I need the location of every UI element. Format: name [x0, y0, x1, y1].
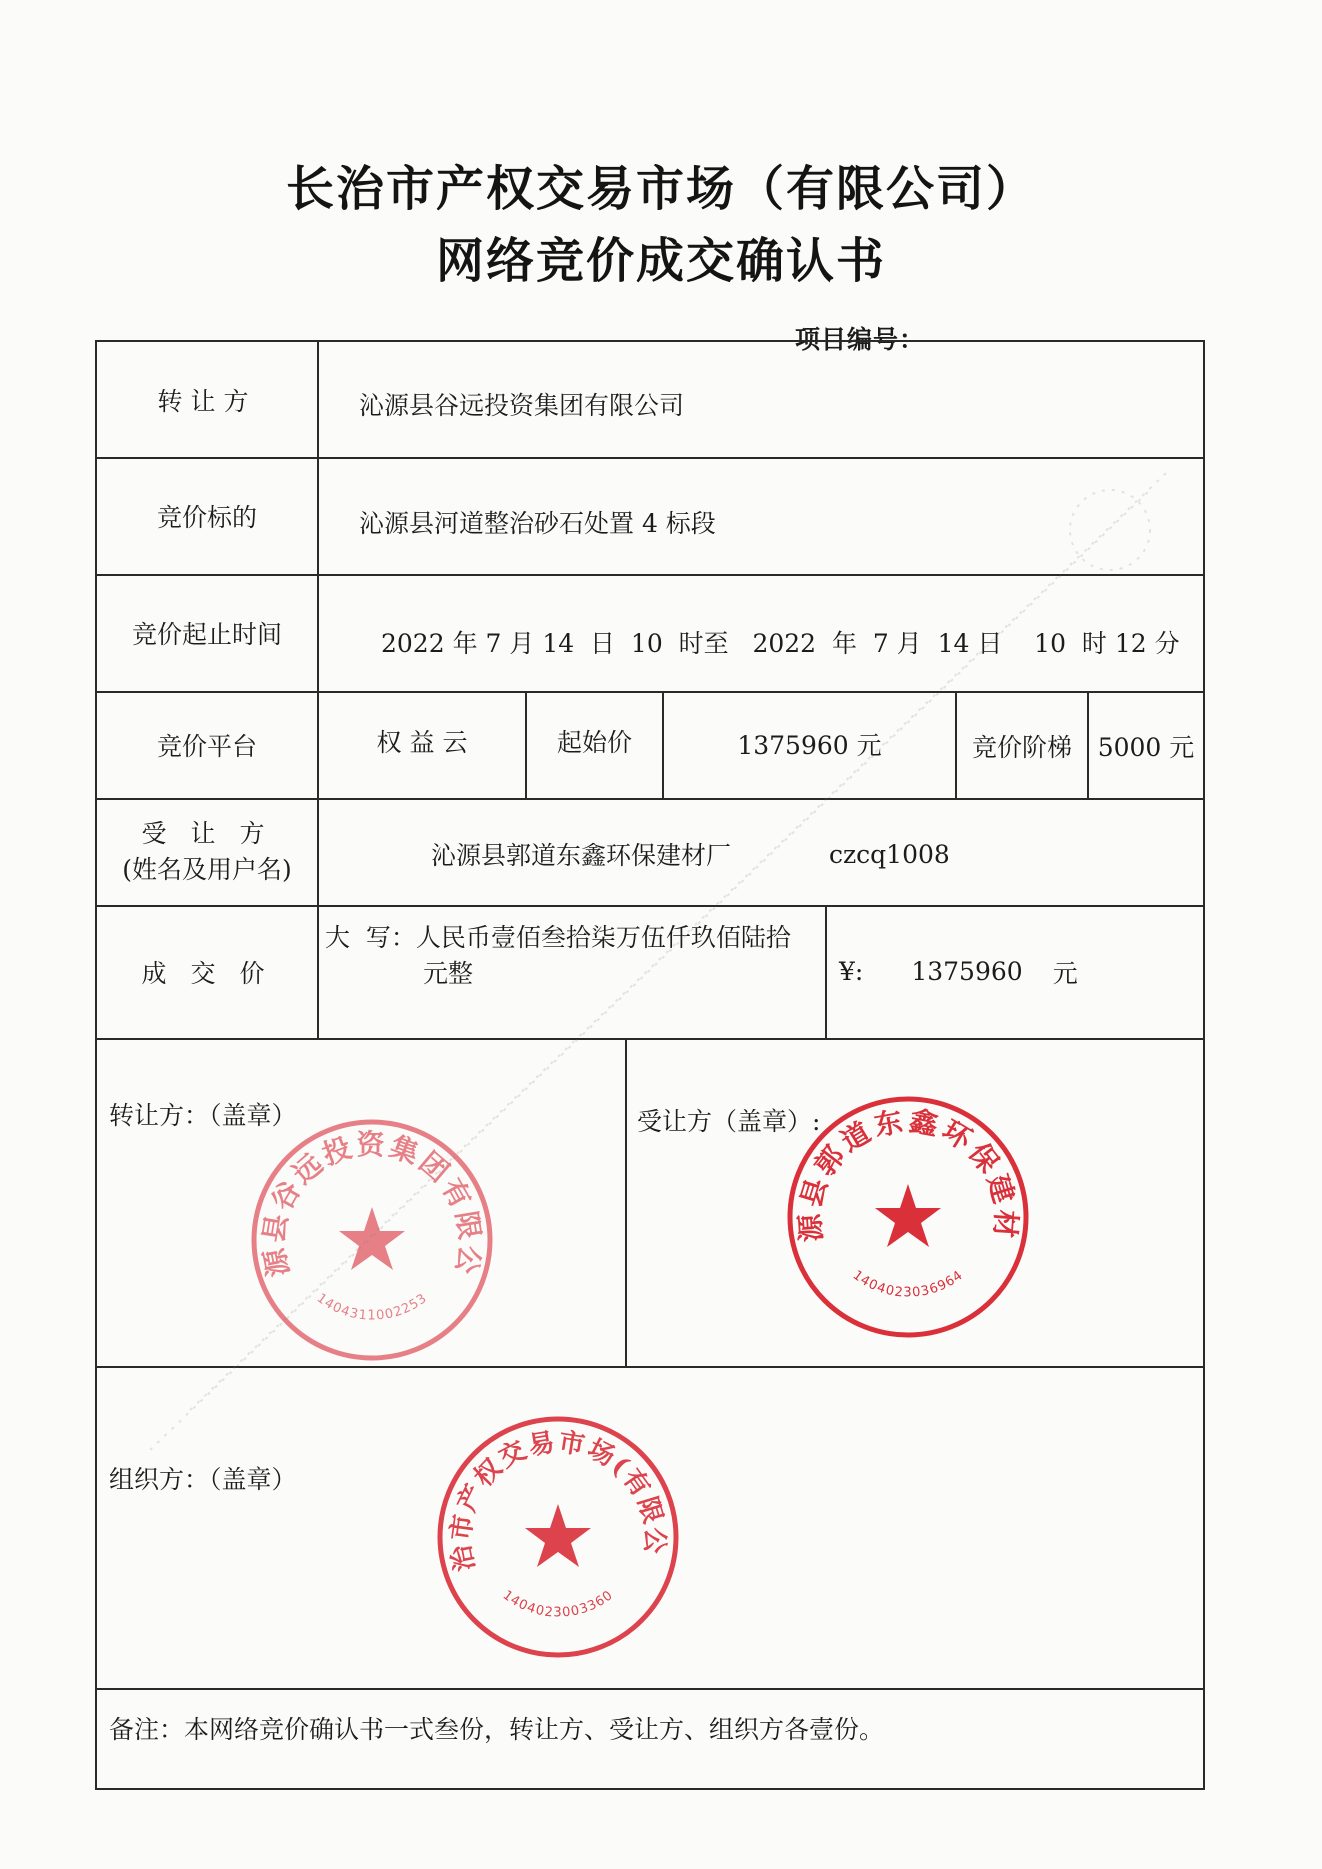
- transferee-name: 沁源县郭道东鑫环保建材厂: [431, 841, 732, 870]
- organizer-seal-label: 组织方：（盖章）: [109, 1465, 297, 1494]
- document-title-line2: 网络竞价成交确认书: [435, 233, 886, 289]
- transferee-label: [97, 798, 317, 905]
- deal-amount: 1375960: [911, 957, 1023, 986]
- document-title-line1: 长治市产权交易市场（有限公司）: [285, 161, 1036, 217]
- platform-value: 权 益 云: [376, 728, 468, 757]
- svg-text:1404023003360: [500, 1588, 617, 1621]
- transferor-seal: [247, 1115, 497, 1365]
- svg-text:1404023036964: [850, 1268, 967, 1301]
- deal-price-upper-line1: 大 写：人民币壹佰叁拾柒万伍仟玖佰陆拾: [325, 923, 791, 952]
- seal2-text: 源县郭道东鑫环保建材: [793, 1104, 1023, 1244]
- transferor-value: 沁源县谷远投资集团有限公司: [359, 391, 685, 420]
- transferor-seal-label: 转让方：（盖章）: [109, 1101, 297, 1130]
- seal2-code: 1404023036964: [849, 1267, 967, 1301]
- transferor-label: 转让方: [157, 386, 257, 416]
- svg-text:1404311002253: [314, 1291, 431, 1324]
- transferee-label-main: 受 让 方: [141, 818, 273, 848]
- seal2-star-icon: [875, 1184, 941, 1247]
- deal-price-numeric: [839, 905, 1199, 1038]
- time-label: 竞价起止时间: [131, 619, 282, 649]
- transferee-seal-label: 受让方（盖章）:: [637, 1107, 821, 1136]
- deal-price-upper: [325, 920, 825, 1030]
- deal-price-upper-line2: 元整: [423, 959, 474, 988]
- organizer-seal: [433, 1412, 683, 1662]
- time-value: 2022 年 7 月 14 日 10 时至 2022 年 7 月 14 日 10 时 12 分: [381, 628, 1180, 658]
- deal-price-label: 成 交 价: [141, 958, 273, 988]
- target-value: 沁源县河道整治砂石处置 4 标段: [359, 509, 716, 538]
- start-price-label: 起始价: [556, 728, 632, 757]
- yen-symbol: ¥:: [839, 957, 864, 986]
- deal-unit: 元: [1052, 958, 1078, 988]
- step-label: 竞价阶梯: [971, 733, 1072, 762]
- start-price-value: 1375960 元: [737, 731, 882, 760]
- step-value: 5000 元: [1097, 733, 1195, 762]
- remark-text: 备注：本网络竞价确认书一式叁份，转让方、受让方、组织方各壹份。: [109, 1715, 885, 1744]
- transferee-label-sub: (姓名及用户名): [122, 854, 292, 884]
- seal1-star-icon: [339, 1207, 405, 1270]
- project-number-label: 项目编号：: [795, 325, 926, 354]
- transferee-seal: [783, 1092, 1033, 1342]
- seal3-star-icon: [525, 1504, 591, 1567]
- seal3-code: 1404023003360: [499, 1587, 617, 1621]
- seal1-text: 源县谷远投资集团有限公: [256, 1128, 488, 1280]
- platform-label: 竞价平台: [156, 731, 257, 761]
- target-label: 竞价标的: [156, 502, 257, 532]
- transferee-username: czcq1008: [829, 839, 950, 869]
- seal1-code: 1404311002253: [313, 1290, 431, 1324]
- seal3-text: 治市产权交易市场(有限公: [446, 1427, 670, 1574]
